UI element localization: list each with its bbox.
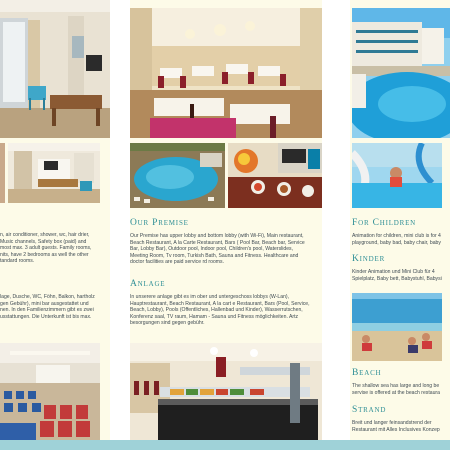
text-line: Kinder Animation und Mini Club für 4: [352, 269, 435, 275]
rooms-text-en: [0, 232, 110, 272]
text-line: Beach, Lobby), Pools (Öffentliches, Hallenbad und Kinder), Wasserrutschen,: [130, 307, 303, 314]
premise-heading: Our Premise: [130, 218, 189, 228]
text-line: servise is offered at the beach restaura: [352, 389, 440, 396]
text-line: most max. 3 adult guests. Family rooms,: [0, 245, 92, 252]
text-line: Music channels, Safety box (paid) and: [0, 238, 87, 245]
rooms-text-de: [0, 294, 110, 328]
bathroom-photo: [0, 143, 5, 203]
text-line: n, air conditioner, shower, wc, hair drier,: [0, 232, 90, 238]
premise-text: [130, 233, 322, 269]
text-line: tandard rooms.: [0, 258, 35, 265]
middle-column: [130, 0, 322, 450]
children-text: [352, 233, 450, 247]
page-gutter-left: [110, 0, 130, 450]
pool-aerial-photo: [130, 143, 225, 208]
buffet-photo: [228, 143, 322, 208]
kinder-text: [352, 269, 450, 283]
anlage-heading: Anlage: [130, 279, 166, 289]
right-column: [350, 0, 450, 450]
beach-heading: Beach: [352, 368, 382, 378]
text-line: nits, have 2 bedrooms as well the other: [0, 251, 89, 258]
hotel-pool-photo: [352, 8, 450, 138]
strand-text: [352, 420, 450, 434]
page-gutter-right: [322, 0, 350, 450]
kinder-heading: Kinder: [352, 254, 386, 264]
strand-heading: Strand: [352, 405, 387, 415]
room-photo-top: [0, 0, 110, 138]
text-line: playground, baby bad, baby chair, baby: [352, 239, 441, 246]
family-room-photo: [8, 143, 100, 203]
beach-text: [352, 383, 450, 397]
text-line: Hauptrestaurant, Beach Restaurant, A la cart e Restaurant, Bars (Pool, Service,: [130, 300, 310, 307]
text-line: Beach Restaurant, A la Carte Restaurant, Bars ( Pool Bar, Beach bar, Service: [130, 239, 305, 246]
restaurant-photo: [130, 8, 322, 138]
text-line: Meeting Room, Tv room, Turkish Bath, Sauna and Fitness. Healthcare and: [130, 252, 299, 259]
bottom-color-strip: [0, 440, 450, 450]
text-line: doctor facilities are paid service rd rooms.: [130, 259, 224, 266]
text-line: In unserere anlage gibt es im ober und untergeschoss lobbys (W-Lan),: [130, 294, 290, 300]
text-line: Animation for children, mini club is for 4: [352, 233, 441, 239]
text-line: usstattungen. Die Unterkunft ist bis max.: [0, 313, 92, 320]
text-line: lage, Dusche, WC, Föhn, Balkon, hartholz: [0, 294, 95, 300]
text-line: gen Gebühr), mini bar ausgestattet und: [0, 300, 89, 307]
conference-room-photo: [0, 343, 100, 440]
anlage-text: [130, 294, 322, 330]
water-slides-photo: [352, 143, 442, 208]
text-line: Our Premise has upper lobby and bottom lobby (with Wi-Fi), Main restaurant,: [130, 233, 304, 239]
left-column: [0, 0, 110, 450]
buffet-hall-photo: [130, 343, 322, 440]
text-line: Breit und langer feinsandstrend der: [352, 420, 432, 426]
text-line: besorgungen sind gegen gebühr.: [130, 320, 205, 327]
text-line: Spielplatz, Baby bett, Babystuhl, Babysi: [352, 275, 442, 282]
text-line: Bar, Lobby Bar), Outdoor pool, Indoor pool, Children's pool, Waterslides,: [130, 246, 294, 253]
children-heading: For Children: [352, 218, 417, 228]
text-line: The shallow sea has large and long be: [352, 383, 440, 389]
beach-photo: [352, 293, 442, 361]
text-line: Restaurant mit Alles Inclusives Konzep: [352, 426, 440, 433]
text-line: Konferenz saal, TV raum, Hamam - Sauna und Fitness möglichkeiten. Artz: [130, 313, 299, 320]
text-line: nen. In den Familienzimmern gibt es zwei: [0, 307, 94, 314]
